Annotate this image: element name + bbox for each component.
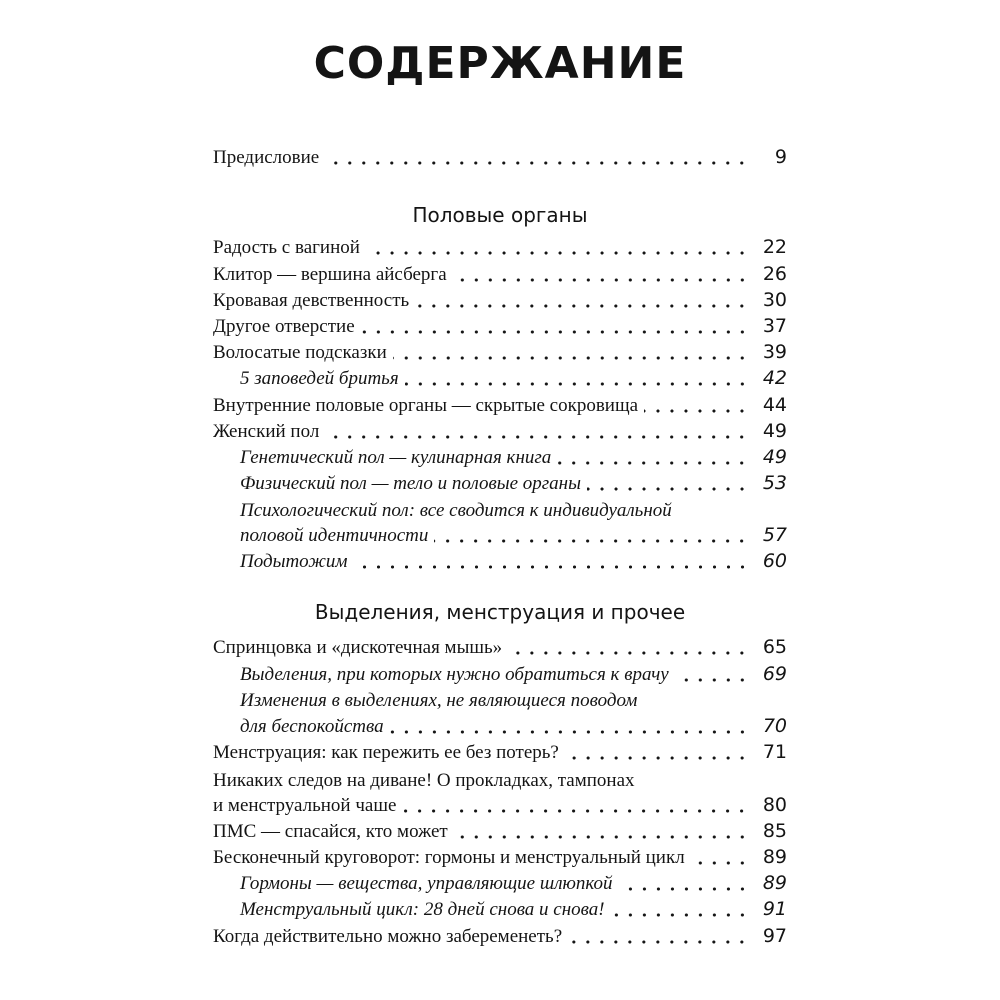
entry-title: Генетический пол — кулинарная книга: [240, 447, 552, 468]
toc-subentry[interactable]: [240, 898, 787, 924]
toc-subentry[interactable]: [240, 367, 787, 393]
toc-subentry[interactable]: [240, 524, 787, 550]
toc-entry[interactable]: [213, 394, 787, 420]
entry-title: Кровавая девственность: [213, 290, 410, 311]
entry-page: 22: [762, 236, 787, 258]
entry-page: 60: [762, 550, 787, 572]
entry-page: 80: [762, 794, 787, 816]
dot-leader: [405, 382, 749, 386]
toc-entry[interactable]: [213, 315, 787, 341]
toc-subentry[interactable]: [240, 472, 787, 498]
toc-subentry-line[interactable]: Психологический пол: все сводится к индивидуальной: [240, 500, 672, 521]
dot-leader: [354, 565, 750, 569]
entry-title: Предисловие: [213, 147, 320, 168]
dot-leader: [454, 835, 749, 839]
entry-page: 39: [762, 341, 787, 363]
entry-title: Женский пол: [213, 421, 320, 442]
entry-page: 9: [774, 146, 787, 168]
toc-entry[interactable]: [213, 846, 787, 872]
entry-page: 42: [762, 367, 787, 389]
dot-leader: [565, 756, 749, 760]
dot-leader: [644, 409, 749, 413]
dot-leader: [508, 651, 749, 655]
dot-leader: [393, 356, 749, 360]
toc-entry[interactable]: [213, 741, 787, 767]
toc-entry[interactable]: [213, 263, 787, 289]
entry-page: 49: [762, 446, 787, 468]
toc-entry-line[interactable]: Никаких следов на диване! О прокладках, тампонах: [213, 770, 635, 791]
dot-leader: [434, 539, 749, 543]
dot-leader: [675, 678, 749, 682]
entry-page: 44: [762, 394, 787, 416]
entry-page: 30: [762, 289, 787, 311]
toc-entry[interactable]: [213, 420, 787, 446]
dot-leader: [568, 940, 749, 944]
toc-entry[interactable]: [213, 236, 787, 262]
entry-title: для беспокойства: [240, 716, 384, 737]
entry-title: половой идентичности: [240, 525, 429, 546]
toc-entry-preface[interactable]: [213, 146, 787, 172]
toc-entry[interactable]: [213, 925, 787, 951]
dot-leader: [366, 251, 749, 255]
toc-entry[interactable]: [213, 289, 787, 315]
entry-title: 5 заповедей бритья: [240, 368, 399, 389]
dot-leader: [325, 161, 749, 165]
dot-leader: [587, 487, 749, 491]
toc-entry[interactable]: [213, 636, 787, 662]
dot-leader: [415, 304, 749, 308]
entry-page: 91: [762, 898, 787, 920]
entry-page: 57: [762, 524, 787, 546]
entry-title: Гормоны — вещества, управляющие шлюпкой: [240, 873, 613, 894]
dot-leader: [390, 730, 749, 734]
entry-title: Внутренние половые органы — скрытые сокровища: [213, 395, 639, 416]
toc-subentry[interactable]: [240, 663, 787, 689]
dot-leader: [691, 861, 749, 865]
entry-title: Другое отверстие: [213, 316, 355, 337]
entry-title: Физический пол — тело и половые органы: [240, 473, 581, 494]
dot-leader: [619, 887, 749, 891]
toc-subentry[interactable]: [240, 872, 787, 898]
toc-subentry[interactable]: [240, 550, 787, 576]
entry-title: Подытожим: [240, 551, 348, 572]
entry-title: Волосатые подсказки: [213, 342, 387, 363]
entry-page: 49: [762, 420, 787, 442]
entry-page: 65: [762, 636, 787, 658]
dot-leader: [361, 330, 749, 334]
page-title: СОДЕРЖАНИЕ: [313, 38, 687, 89]
entry-page: 26: [762, 263, 787, 285]
entry-title: ПМС — спасайся, кто может: [213, 821, 448, 842]
dot-leader: [611, 913, 749, 917]
entry-page: 89: [762, 846, 787, 868]
entry-title: и менструальной чаше: [213, 795, 397, 816]
entry-title: Бесконечный круговорот: гормоны и менструальный цикл: [213, 847, 685, 868]
entry-title: Спринцовка и «дискотечная мышь»: [213, 637, 503, 658]
toc-subentry[interactable]: [240, 715, 787, 741]
entry-title: Радость с вагиной: [213, 237, 360, 258]
dot-leader: [402, 809, 749, 813]
entry-page: 70: [762, 715, 787, 737]
dot-leader: [325, 435, 749, 439]
entry-page: 37: [762, 315, 787, 337]
section-heading: Половые органы: [412, 203, 588, 227]
entry-title: Выделения, при которых нужно обратиться к врачу: [240, 664, 669, 685]
toc-subentry-line[interactable]: Изменения в выделениях, не являющиеся поводом: [240, 690, 638, 711]
entry-page: 69: [762, 663, 787, 685]
entry-page: 71: [762, 741, 787, 763]
entry-title: Менструация: как пережить ее без потерь?: [213, 742, 559, 763]
entry-title: Менструальный цикл: 28 дней снова и снова!: [240, 899, 605, 920]
dot-leader: [453, 278, 749, 282]
toc-subentry[interactable]: [240, 446, 787, 472]
toc-entry[interactable]: [213, 794, 787, 820]
entry-title: Клитор — вершина айсберга: [213, 264, 447, 285]
entry-page: 97: [762, 925, 787, 947]
dot-leader: [557, 461, 749, 465]
entry-title: Когда действительно можно забеременеть?: [213, 926, 563, 947]
toc-entry[interactable]: [213, 341, 787, 367]
toc-entry[interactable]: [213, 820, 787, 846]
section-heading: Выделения, менструация и прочее: [314, 600, 686, 624]
entry-page: 89: [762, 872, 787, 894]
entry-page: 85: [762, 820, 787, 842]
entry-page: 53: [762, 472, 787, 494]
